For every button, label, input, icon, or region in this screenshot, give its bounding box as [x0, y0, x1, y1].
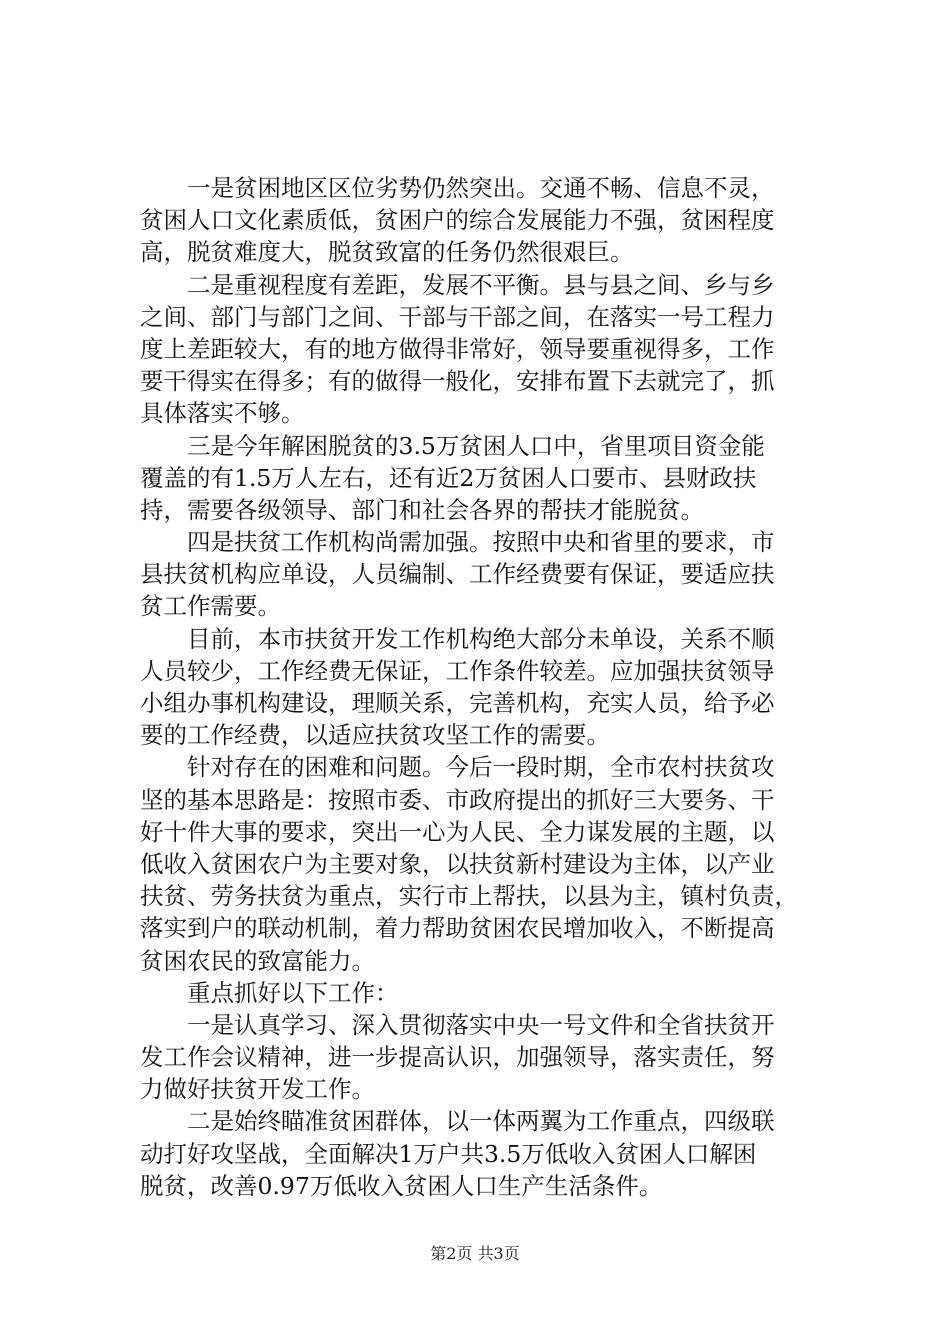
text-line: 扶贫、劳务扶贫为重点，实行市上帮扶，以县为主，镇村负责， [140, 882, 798, 911]
text-line: 高，脱贫难度大，脱贫致富的任务仍然很艰巨。 [140, 238, 634, 267]
text-line: 覆盖的有1.5万人左右，还有近2万贫困人口要市、县财政扶 [140, 463, 757, 492]
text-line: 贫困农民的致富能力。 [140, 946, 375, 975]
text-line: 落实到户的联动机制，着力帮助贫困农民增加收入，不断提高 [140, 914, 775, 943]
text-line: 好十件大事的要求，突出一心为人民、全力谋发展的主题，以 [140, 817, 775, 846]
text-line: 脱贫，改善0.97万低收入贫困人口生产生活条件。 [140, 1171, 663, 1200]
text-line: 重点抓好以下工作： [140, 978, 399, 1007]
text-line: 一是贫困地区区位劣势仍然突出。交通不畅、信息不灵， [140, 174, 775, 202]
text-line: 针对存在的困难和问题。今后一段时期，全市农村扶贫攻 [140, 753, 775, 782]
text-line: 坚的基本思路是：按照市委、市政府提出的抓好三大要务、干 [140, 785, 775, 814]
text-line: 二是重视程度有差距，发展不平衡。县与县之间、乡与乡 [140, 270, 775, 299]
text-line: 要干得实在得多；有的做得一般化，安排布置下去就完了，抓 [140, 367, 775, 396]
text-line: 贫困人口文化素质低，贫困户的综合发展能力不强，贫困程度 [140, 206, 775, 235]
text-line: 力做好扶贫开发工作。 [140, 1075, 375, 1104]
text-line: 县扶贫机构应单设，人员编制、工作经费要有保证，要适应扶 [140, 560, 775, 589]
text-line: 低收入贫困农户为主要对象，以扶贫新村建设为主体，以产业 [140, 849, 775, 878]
text-line: 度上差距较大，有的地方做得非常好，领导要重视得多，工作 [140, 334, 775, 363]
text-line: 之间、部门与部门之间、干部与干部之间，在落实一号工程力 [140, 302, 775, 331]
text-line: 三是今年解困脱贫的3.5万贫困人口中，省里项目资金能 [140, 431, 765, 460]
text-line: 要的工作经费，以适应扶贫攻坚工作的需要。 [140, 721, 610, 750]
text-line: 二是始终瞄准贫困群体，以一体两翼为工作重点，四级联 [140, 1107, 775, 1136]
text-line: 一是认真学习、深入贯彻落实中央一号文件和全省扶贫开 [140, 1010, 775, 1039]
text-line: 目前，本市扶贫开发工作机构绝大部分未单设，关系不顺 [140, 624, 775, 653]
text-line: 贫工作需要。 [140, 592, 281, 621]
text-line: 四是扶贫工作机构尚需加强。按照中央和省里的要求，市 [140, 528, 775, 557]
text-line: 人员较少，工作经费无保证，工作条件较差。应加强扶贫领导 [140, 656, 775, 685]
document-body [140, 172, 830, 1202]
text-line: 持，需要各级领导、部门和社会各界的帮扶才能脱贫。 [140, 495, 704, 524]
text-line: 动打好攻坚战，全面解决1万户共3.5万低收入贫困人口解困 [140, 1139, 757, 1168]
text-line: 小组办事机构建设，理顺关系，完善机构，充实人员，给予必 [140, 689, 775, 717]
text-line: 具体落实不够。 [140, 399, 305, 428]
page-number-footer: 第2页 共3页 [430, 1244, 520, 1263]
text-line: 发工作会议精神，进一步提高认识，加强领导，落实责任，努 [140, 1043, 775, 1072]
